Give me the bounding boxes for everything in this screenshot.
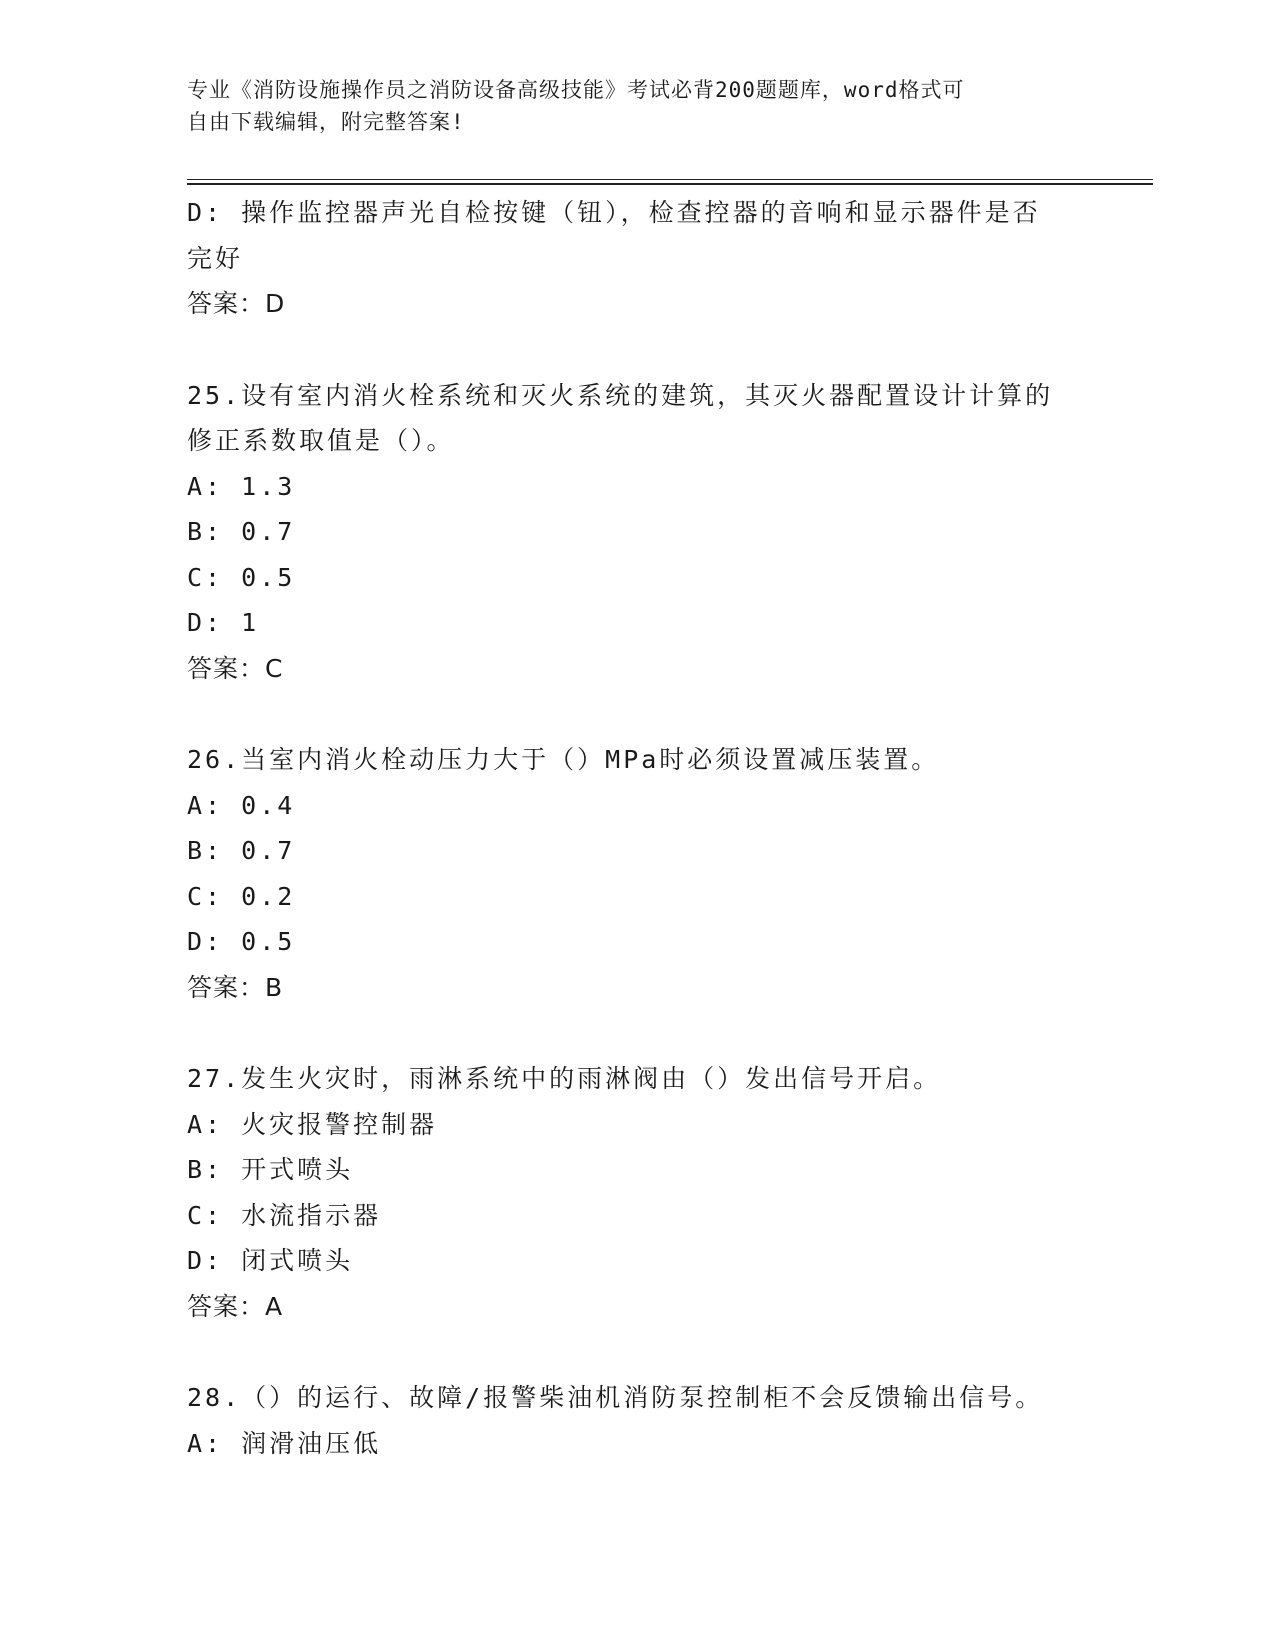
option-b: B: 0.7 (187, 517, 296, 546)
question-stem-continuation: 修正系数取值是（）。 (187, 426, 455, 455)
answer-line: 答案：B (187, 972, 284, 1002)
option-a: A: 润滑油压低 (187, 1428, 382, 1458)
option-a: A: 1.3 (187, 471, 296, 501)
question-25 (187, 373, 1087, 692)
question-stem: 26.当室内消火栓动压力大于（）MPa时必须设置减压装置。 (187, 745, 940, 774)
header-title-line-2: 自由下载编辑，附完整答案! (187, 110, 465, 134)
option-c: C: 0.2 (187, 881, 296, 911)
document-body (187, 190, 1087, 1466)
question-stem: 28.（）的运行、故障/报警柴油机消防泵控制柜不会反馈输出信号。 (187, 1383, 1044, 1412)
option-c: C: 水流指示器 (187, 1200, 382, 1230)
option-c: C: 0.5 (187, 562, 296, 592)
answer-line: 答案：C (187, 653, 284, 683)
option-d-continuation: 完好 (187, 243, 244, 273)
question-stem: 25.设有室内消火栓系统和灭火系统的建筑，其灭火器配置设计计算的 (187, 380, 1054, 410)
question-24-tail (187, 190, 1087, 327)
answer-line: 答案：D (187, 289, 286, 318)
question-27 (187, 1056, 1087, 1329)
question-28 (187, 1375, 1087, 1466)
option-d: D: 闭式喷头 (187, 1246, 354, 1275)
option-b: B: 0.7 (187, 836, 296, 865)
option-d: D: 操作监控器声光自检按键（钮），检查控器的音响和显示器件是否 (187, 198, 1041, 227)
answer-line: 答案：A (187, 1291, 284, 1321)
header-divider-top (187, 179, 1153, 180)
option-d: D: 1 (187, 608, 260, 637)
header-title-line-1: 专业《消防设施操作员之消防设备高级技能》考试必背200题题库，word格式可 (187, 78, 965, 102)
option-a: A: 0.4 (187, 790, 296, 820)
document-header (187, 74, 1087, 138)
option-a: A: 火灾报警控制器 (187, 1109, 438, 1139)
question-stem: 27.发生火灾时，雨淋系统中的雨淋阀由（）发出信号开启。 (187, 1064, 942, 1093)
question-26 (187, 737, 1087, 1010)
option-b: B: 开式喷头 (187, 1155, 354, 1184)
header-divider-bottom (187, 183, 1153, 185)
option-d: D: 0.5 (187, 927, 296, 956)
